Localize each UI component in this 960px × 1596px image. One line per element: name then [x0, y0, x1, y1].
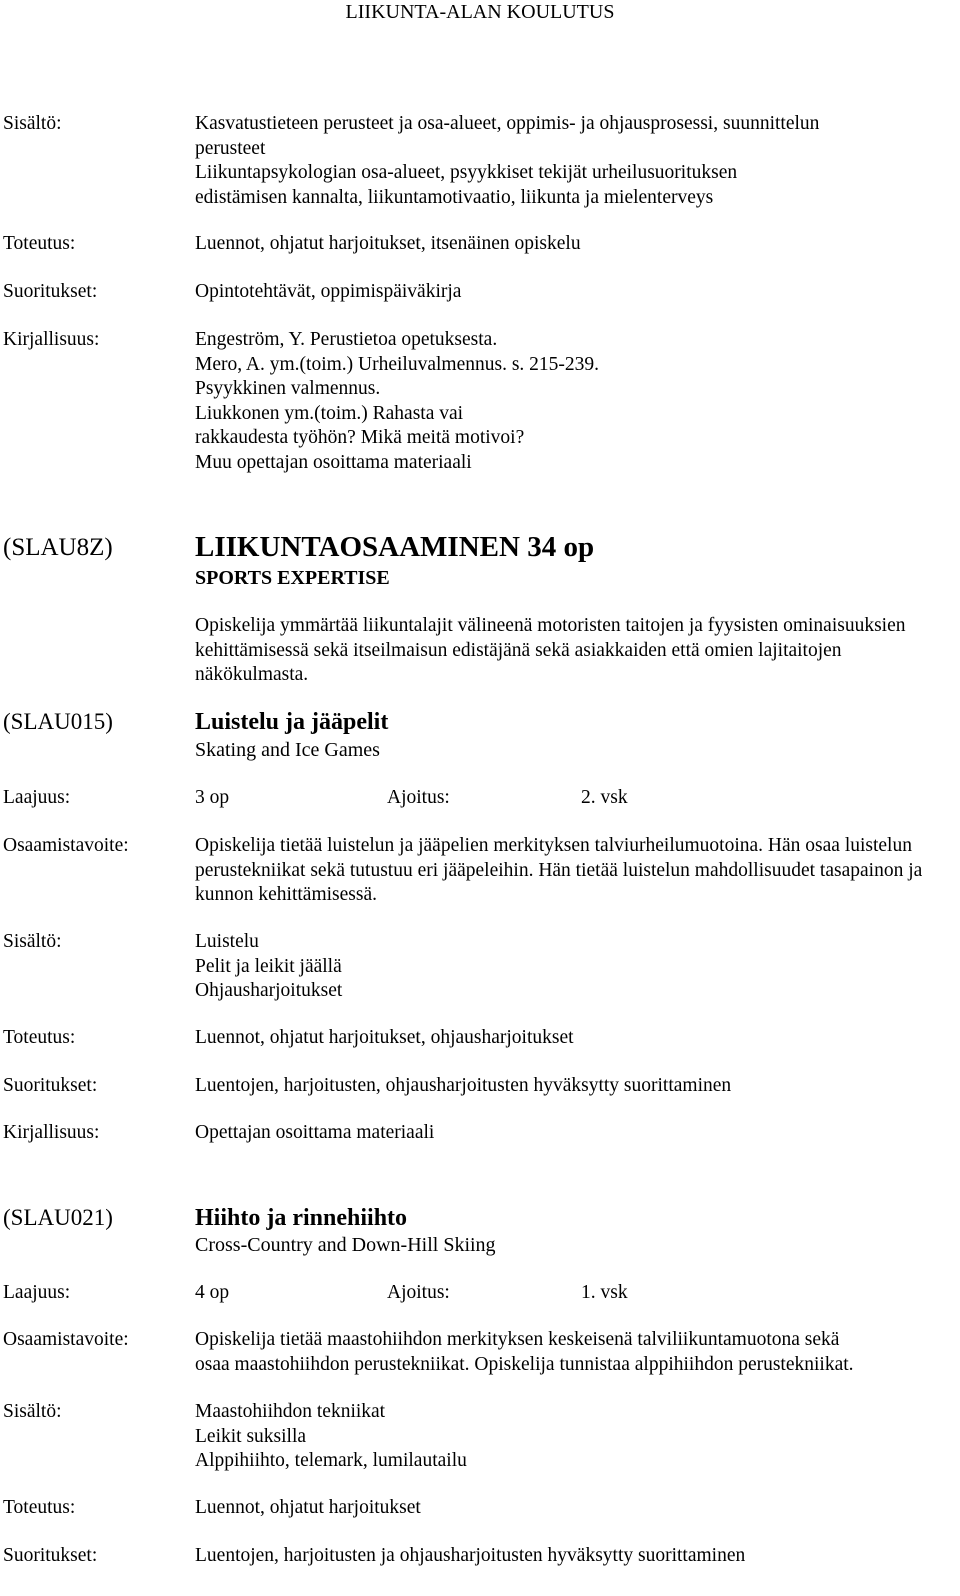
kirjallisuus-label: Kirjallisuus:	[3, 1122, 100, 1143]
text-line: osaa maastohiihdon perustekniikat. Opiskelija tunnistaa alppihiihdon perustekniikat.	[195, 1353, 854, 1375]
list-item: Luistelu	[195, 931, 259, 952]
module-subtitle: SPORTS EXPERTISE	[195, 567, 390, 589]
course-code: (SLAU021)	[3, 1205, 113, 1230]
osaamistavoite-label: Osaamistavoite:	[3, 1329, 129, 1350]
list-item: Alppihiihto, telemark, lumilautailu	[195, 1450, 467, 1471]
list-item: Ohjausharjoitukset	[195, 980, 343, 1001]
module-code: (SLAU8Z)	[3, 534, 113, 561]
text-line: edistämisen kannalta, liikuntamotivaatio, liikunta ja mielenterveys	[195, 186, 714, 208]
text-line: rakkaudesta työhön? Mikä meitä motivoi?	[195, 427, 525, 448]
text-line: Engeström, Y. Perustietoa opetuksesta.	[195, 329, 498, 350]
course-subtitle: Cross-Country and Down-Hill Skiing	[195, 1234, 496, 1256]
text-line: Kasvatustieteen perusteet ja osa-alueet, oppimis- ja ohjausprosessi, suunnittelun	[195, 113, 820, 134]
course-code: (SLAU015)	[3, 709, 113, 734]
sisalto-label: Sisältö:	[3, 931, 62, 952]
osaamistavoite-label: Osaamistavoite:	[3, 835, 129, 856]
list-item: Leikit suksilla	[195, 1425, 307, 1447]
module-description: Opiskelija ymmärtää liikuntalajit välineenä motoristen taitojen ja fyysisten ominaisuuksien kehittämisessä sekä itseilmaisun edistäjänä sekä asiakkaiden että omien lajitaitojen näkökulmasta.	[195, 615, 906, 685]
laajuus-label: Laajuus:	[3, 787, 71, 808]
ajoitus-label: Ajoitus:	[387, 1282, 450, 1303]
module-title: LIIKUNTAOSAAMINEN 34 op	[195, 531, 595, 563]
sisalto-value	[195, 930, 342, 1004]
ajoitus-value: 1. vsk	[581, 1282, 628, 1303]
toteutus-label: Toteutus:	[3, 1027, 76, 1048]
kirjallisuus-value	[195, 328, 599, 475]
suoritukset-label: Suoritukset:	[3, 1545, 98, 1566]
course-subtitle: Skating and Ice Games	[195, 739, 380, 761]
suoritukset-value: Luentojen, harjoitusten, ohjausharjoitusten hyväksytty suorittaminen	[195, 1075, 732, 1096]
osaamistavoite-value: Opiskelija tietää luistelun ja jääpelien merkityksen talviurheilumuotoina. Hän osaa luistelun perustekniikat sekä tutustuu eri jääpeleihin. Hän tietää luistelun mahdollisuudet tasapainon ja kunnon kehittämisessä.	[195, 835, 923, 905]
text-line: Opiskelija tietää maastohiihdon merkityksen keskeisenä talviliikuntamuotona sekä	[195, 1329, 840, 1350]
ajoitus-label: Ajoitus:	[387, 787, 450, 808]
course-title: Luistelu ja jääpelit	[195, 709, 389, 735]
laajuus-label: Laajuus:	[3, 1282, 71, 1303]
toteutus-label: Toteutus:	[3, 233, 76, 254]
toteutus-value: Luennot, ohjatut harjoitukset, ohjausharjoitukset	[195, 1027, 574, 1048]
osaamistavoite-value	[195, 1328, 854, 1377]
laajuus-value: 4 op	[195, 1282, 230, 1303]
course-title: Hiihto ja rinnehiihto	[195, 1205, 408, 1231]
sisalto-value	[195, 1400, 467, 1474]
text-line: Psyykkinen valmennus.	[195, 378, 381, 399]
suoritukset-label: Suoritukset:	[3, 281, 98, 302]
sisalto-label: Sisältö:	[3, 113, 62, 134]
toteutus-label: Toteutus:	[3, 1497, 76, 1518]
ajoitus-value: 2. vsk	[581, 787, 628, 808]
suoritukset-value: Luentojen, harjoitusten ja ohjausharjoitusten hyväksytty suorittaminen	[195, 1545, 746, 1566]
page-header: LIIKUNTA-ALAN KOULUTUS	[345, 1, 615, 23]
text-line: Liikuntapsykologian osa-alueet, psyykkiset tekijät urheilusuorituksen	[195, 162, 738, 183]
toteutus-value: Luennot, ohjatut harjoitukset	[195, 1497, 421, 1518]
text-line: Mero, A. ym.(toim.) Urheiluvalmennus. s. 215-239.	[195, 353, 600, 375]
suoritukset-value: Opintotehtävät, oppimispäiväkirja	[195, 281, 462, 302]
laajuus-value: 3 op	[195, 787, 230, 808]
toteutus-value: Luennot, ohjatut harjoitukset, itsenäinen opiskelu	[195, 233, 581, 254]
kirjallisuus-value: Opettajan osoittama materiaali	[195, 1122, 435, 1143]
suoritukset-label: Suoritukset:	[3, 1075, 98, 1096]
kirjallisuus-label: Kirjallisuus:	[3, 329, 100, 350]
sisalto-value	[195, 112, 819, 210]
text-line: Liukkonen ym.(toim.) Rahasta vai	[195, 402, 464, 424]
sisalto-label: Sisältö:	[3, 1401, 62, 1422]
list-item: Pelit ja leikit jäällä	[195, 955, 342, 977]
list-item: Maastohiihdon tekniikat	[195, 1401, 386, 1422]
text-line: perusteet	[195, 137, 266, 159]
text-line: Muu opettajan osoittama materiaali	[195, 451, 472, 473]
